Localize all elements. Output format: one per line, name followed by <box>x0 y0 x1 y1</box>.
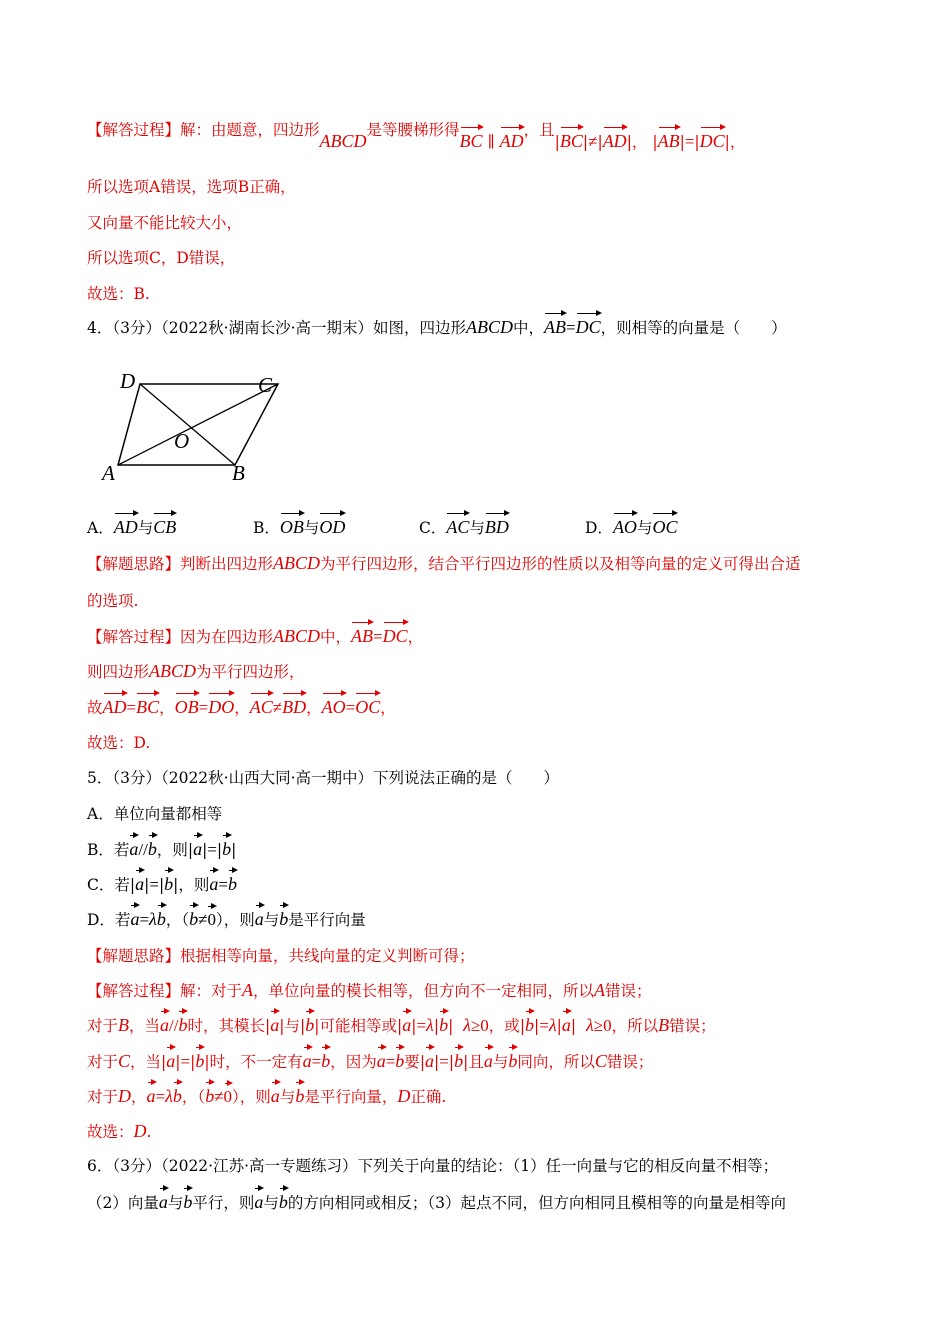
label-o: O <box>174 429 190 453</box>
idea-tag: 【解题思路】 <box>87 947 181 965</box>
vector-bc: BC <box>459 131 483 151</box>
q5-proc-2: 对于B，当a//b时，其模长|a|与|b|可能相等或|a|=λ|b| λ≥0，或|b|=λ|a| λ≥0，所以B错误； <box>87 1015 716 1035</box>
parallelogram-figure <box>100 362 290 492</box>
label-a: A <box>102 461 115 485</box>
q5-option-a[interactable]: A．单位向量都相等 <box>87 805 223 823</box>
q3-line-3: 又向量不能比较大小， <box>87 214 243 232</box>
q3-line-1: 【解答过程】解：由题意，四边形ABCD是等腰梯形得BC ∥ AD，且|BC|≠|AD|， |AB|=|DC|， <box>87 121 746 151</box>
label-d: D <box>120 369 136 393</box>
q4-option-c[interactable]: C．AC与BD <box>419 517 509 537</box>
q4-option-d[interactable]: D．AO与OC <box>585 517 678 537</box>
idea-tag: 【解题思路】 <box>87 555 181 573</box>
q5-proc-1: 【解答过程】解：对于A，单位向量的模长相等，但方向不一定相同，所以A错误； <box>87 980 652 1000</box>
q4-option-a[interactable]: A．AD与CB <box>87 517 177 537</box>
q6-stem-1: 6．（3分）（2022·江苏·高一专题练习）下列关于向量的结论：（1）任一向量与它的相反向量不相等； <box>87 1157 779 1175</box>
label-c: C <box>258 373 273 397</box>
q3-line-4: 所以选项C，D错误， <box>87 249 236 267</box>
q5-option-d[interactable]: D．若a=λb，（b≠0），则a与b是平行向量 <box>87 909 366 929</box>
q5-stem: 5．（3分）（2022秋·山西大同·高一期中）下列说法正确的是（ ） <box>87 769 560 787</box>
q5-option-c[interactable]: C．若|a|=|b|，则a=b <box>87 874 238 894</box>
answer-tag: 【解答过程】 <box>87 982 181 1000</box>
q4-answer: 故选：D. <box>87 734 151 752</box>
answer-tag: 【解答过程】 <box>87 628 181 646</box>
q5-option-b[interactable]: B．若a//b，则|a|=|b| <box>87 839 237 859</box>
q5-proc-4: 对于D，a=λb，（b≠0），则a与b是平行向量，D正确. <box>87 1086 447 1106</box>
diagonal-ac <box>118 384 278 465</box>
q6-stem-2: （2）向量a与b平行，则a与b的方向相同或相反；（3）起点不同，但方向相同且模相等的向量是相等向 <box>87 1192 787 1212</box>
q5-proc-3: 对于C，当|a|=|b|时，不一定有a=b，因为a=b要|a|=|b|且a与b同向，所以C错误； <box>87 1051 654 1071</box>
q3-line-2: 所以选项A错误，选项B正确， <box>87 178 296 196</box>
q4-proc-2: 则四边形ABCD为平行四边形， <box>87 661 305 681</box>
vector-ad: AD <box>499 131 524 151</box>
q5-idea: 【解题思路】根据相等向量，共线向量的定义判断可得； <box>87 947 475 965</box>
label-b: B <box>232 461 245 485</box>
q4-idea-cont: 的选项. <box>87 592 139 610</box>
q4-stem: 4．（3分）（2022秋·湖南长沙·高一期末）如图，四边形ABCD中，AB=DC，则相等的向量是（ ） <box>87 317 787 337</box>
q4-proc-1: 【解答过程】因为在四边形ABCD中，AB=DC， <box>87 626 424 646</box>
q4-options <box>87 516 751 539</box>
q4-option-b[interactable]: B．OB与OD <box>253 517 346 537</box>
q4-proc-3: 故AD=BC，OB=DO，AC≠BD，AO=OC， <box>87 697 396 717</box>
q4-idea: 【解题思路】判断出四边形ABCD为平行四边形，结合平行四边形的性质以及相等向量的定义可得出合适 <box>87 553 801 573</box>
q3-answer: 故选：B. <box>87 285 150 303</box>
answer-tag: 【解答过程】 <box>87 121 181 139</box>
q5-answer: 故选：D. <box>87 1121 152 1141</box>
